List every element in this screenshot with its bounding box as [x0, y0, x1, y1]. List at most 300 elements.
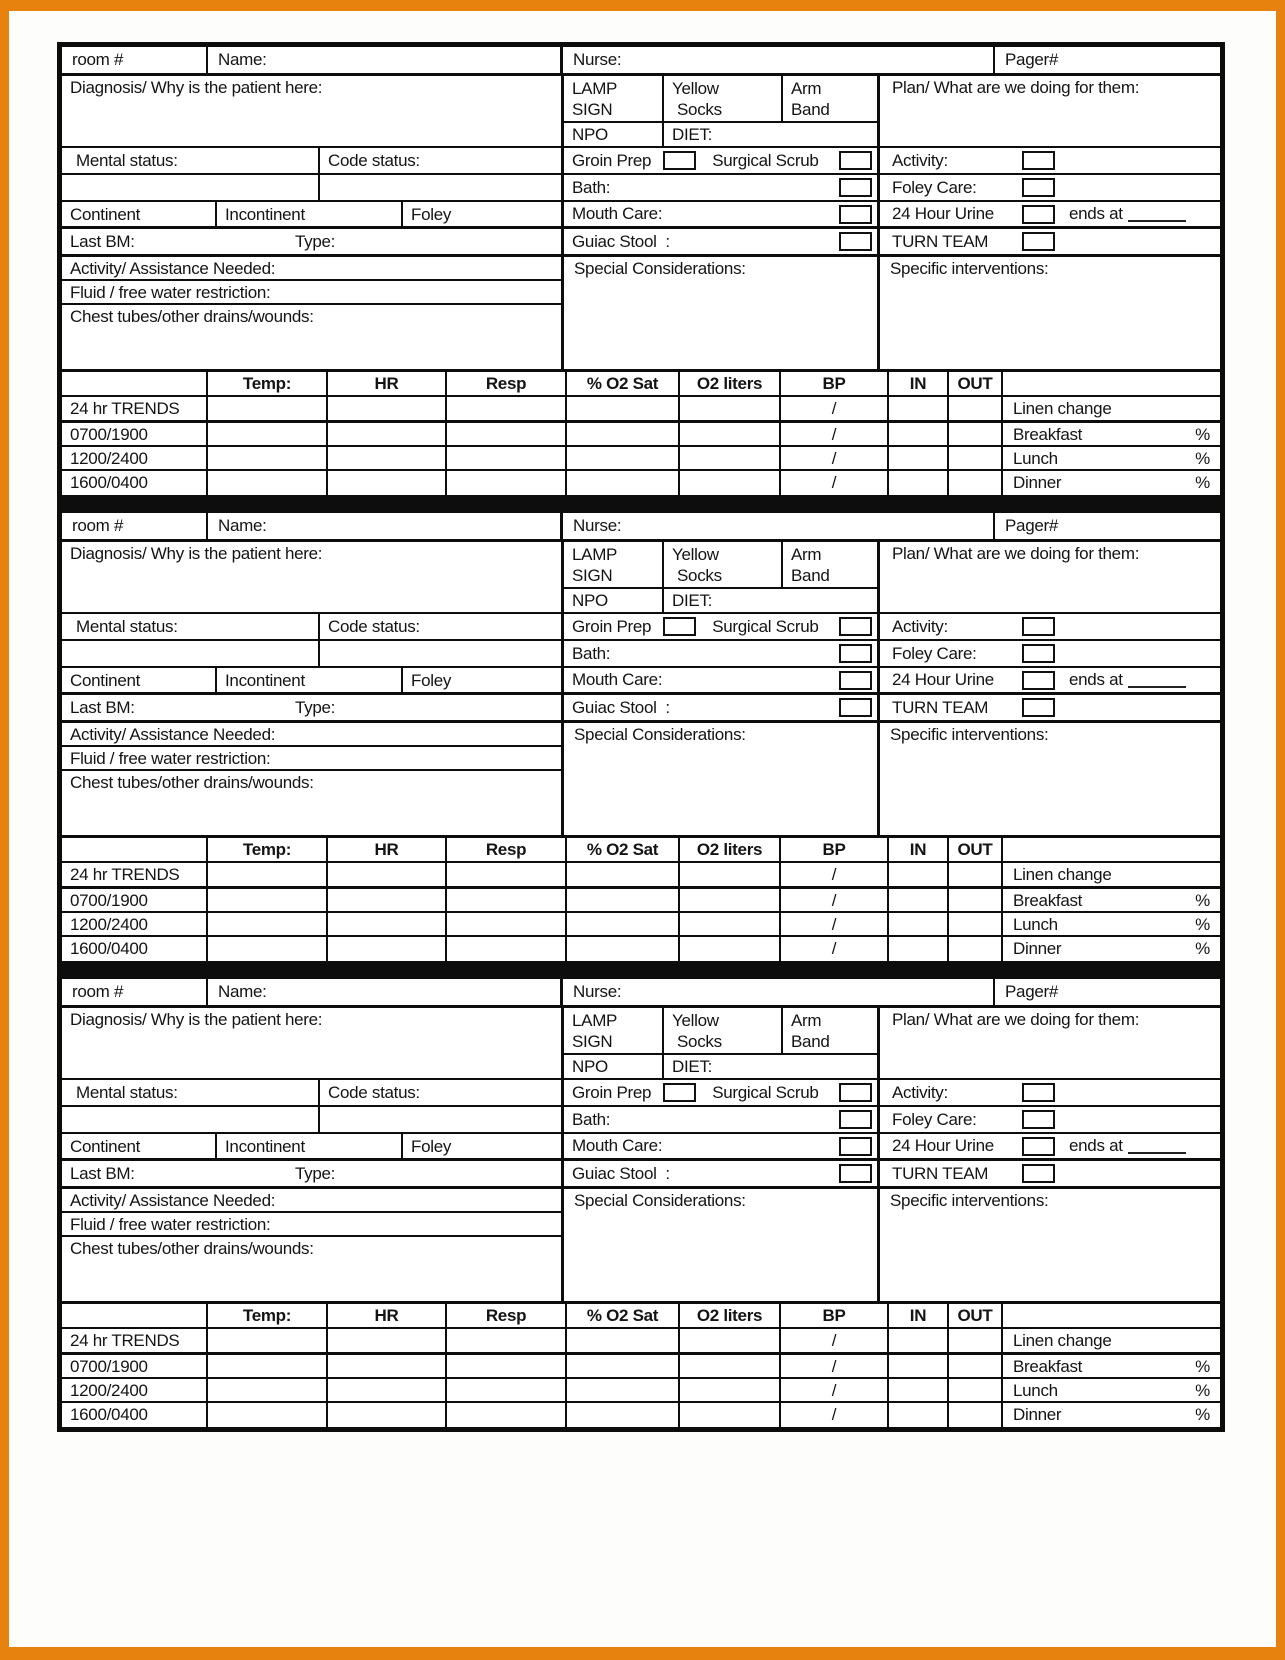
plan-cell: Plan/ What are we doing for them: [880, 76, 1220, 148]
pager-number-cell: Pager# [1005, 50, 1059, 69]
24-hour-urine-label: 24 Hour Urine [892, 204, 994, 223]
bp-header: BP [781, 372, 889, 395]
guiac-stool-row [564, 229, 877, 257]
code-status-label: Code status: [328, 1083, 420, 1102]
mouth-care-checkbox [839, 671, 872, 690]
vitals-header-row [62, 372, 1220, 397]
mental-status-write-in [62, 1107, 320, 1132]
vitals-header-blank [1003, 838, 1220, 861]
24-hour-urine-label: 24 Hour Urine [892, 1136, 994, 1155]
pager-number-cell: Pager# [1005, 516, 1059, 535]
bm-type-label: Type: [295, 232, 336, 251]
meal-label: Lunch [1013, 1381, 1058, 1400]
o2liters-header: O2 liters [680, 372, 781, 395]
meal-label: Lunch [1013, 449, 1058, 468]
mental-code-write-in-row [62, 175, 561, 202]
guiac-stool-label: Guiac Stool : [572, 1163, 670, 1183]
groin-prep-row [564, 148, 877, 175]
bath-checkbox [839, 1110, 872, 1129]
right-column [880, 76, 1220, 369]
linen-change-cell [1003, 397, 1220, 420]
bp-write-in: / [781, 937, 889, 961]
ends-at-label: ends at [1069, 670, 1123, 689]
resp-header: Resp [447, 1304, 567, 1327]
vitals-corner-cell [62, 838, 208, 861]
resp-write-in [447, 913, 567, 935]
surgical-scrub-label: Surgical Scrub [712, 150, 819, 170]
o2sat-write-in [567, 397, 680, 420]
vitals-corner-cell [62, 372, 208, 395]
patient-header-row [62, 47, 1220, 76]
out-write-in [949, 423, 1003, 445]
diagnosis-cell: Diagnosis/ Why is the patient here: [62, 76, 561, 148]
in-write-in [889, 423, 949, 445]
room-number-cell: room # [62, 47, 208, 73]
mouth-care-row [564, 202, 877, 229]
lunch-cell [1003, 447, 1220, 469]
hr-write-in [328, 1329, 447, 1352]
yellow-socks-cell [664, 1008, 783, 1053]
patient-header-row [62, 513, 1220, 542]
meal-label: Breakfast [1013, 425, 1083, 444]
hr-write-in [328, 423, 447, 445]
yellow-socks-cell [664, 542, 783, 587]
special-considerations-cell: Special Considerations: [574, 1191, 746, 1210]
hr-header: HR [328, 838, 447, 861]
turn-team-label: TURN TEAM [892, 231, 989, 251]
o2sat-write-in [567, 471, 680, 495]
activity-row [880, 614, 1220, 641]
turn-team-checkbox [1022, 1164, 1055, 1183]
bath-checkbox [839, 178, 872, 197]
temp-write-in [208, 447, 328, 469]
continent-label: Continent [62, 202, 217, 226]
o2sat-write-in [567, 937, 680, 961]
resp-write-in [447, 1403, 567, 1427]
specific-interventions-cell: Specific interventions: [890, 1191, 1049, 1210]
incontinent-label: Incontinent [217, 202, 403, 226]
arm-band-line2: Band [791, 100, 830, 119]
temp-write-in [208, 1403, 328, 1427]
foley-care-row [880, 1107, 1220, 1134]
precaution-row [564, 542, 877, 589]
bath-label: Bath: [572, 1109, 611, 1129]
npo-diet-row [564, 123, 877, 148]
o2sat-write-in [567, 447, 680, 469]
row-label: 1200/2400 [62, 447, 208, 469]
vitals-row-1600 [62, 471, 1220, 495]
bp-write-in: / [781, 471, 889, 495]
code-status-label: Code status: [328, 617, 420, 636]
activity-label: Activity: [892, 1082, 948, 1102]
out-header: OUT [949, 838, 1003, 861]
arm-band-cell [783, 1008, 877, 1053]
lamp-line1: LAMP [572, 545, 618, 564]
in-write-in [889, 1355, 949, 1377]
yellow-socks-line2: Socks [677, 1032, 722, 1051]
turn-team-row [880, 695, 1220, 723]
diagnosis-cell: Diagnosis/ Why is the patient here: [62, 1008, 561, 1080]
vitals-row-1200 [62, 1379, 1220, 1403]
out-write-in [949, 1329, 1003, 1352]
turn-team-label: TURN TEAM [892, 1163, 989, 1183]
in-write-in [889, 863, 949, 886]
o2sat-write-in [567, 423, 680, 445]
temp-write-in [208, 863, 328, 886]
bath-label: Bath: [572, 177, 611, 197]
foley-care-row [880, 641, 1220, 668]
lamp-sign-cell [564, 542, 664, 587]
o2sat-write-in [567, 863, 680, 886]
main-region [62, 542, 1220, 835]
percent-sign: % [1195, 939, 1210, 958]
guiac-stool-label: Guiac Stool : [572, 697, 670, 717]
mental-code-write-in-row [62, 1107, 561, 1134]
last-bm-label: Last BM: [70, 698, 135, 717]
percent-sign: % [1195, 891, 1210, 910]
o2liters-write-in [680, 447, 781, 469]
o2sat-header: % O2 Sat [567, 838, 680, 861]
vitals-header-blank [1003, 1304, 1220, 1327]
guiac-stool-label: Guiac Stool : [572, 231, 670, 251]
linen-change-cell [1003, 863, 1220, 886]
o2liters-write-in [680, 1355, 781, 1377]
o2liters-header: O2 liters [680, 1304, 781, 1327]
nurse-name-cell: Nurse: [563, 513, 995, 539]
continence-row [62, 202, 561, 229]
npo-label: NPO [564, 123, 664, 146]
last-bm-row [62, 695, 561, 723]
resp-write-in [447, 471, 567, 495]
percent-sign: % [1195, 915, 1210, 934]
npo-diet-row [564, 589, 877, 614]
code-status-write-in [320, 641, 561, 666]
hr-write-in [328, 913, 447, 935]
surgical-scrub-label: Surgical Scrub [712, 616, 819, 636]
o2sat-header: % O2 Sat [567, 1304, 680, 1327]
row-label: 1600/0400 [62, 1403, 208, 1427]
o2liters-header: O2 liters [680, 838, 781, 861]
row-label: 24 hr TRENDS [62, 1329, 208, 1352]
block-separator [57, 966, 1225, 974]
hr-write-in [328, 863, 447, 886]
arm-band-line2: Band [791, 566, 830, 585]
npo-diet-row [564, 1055, 877, 1080]
24-hour-urine-checkbox [1022, 205, 1055, 224]
continent-label: Continent [62, 668, 217, 692]
specific-interventions-cell: Specific interventions: [890, 725, 1049, 744]
continence-row [62, 668, 561, 695]
vitals-table [62, 835, 1220, 961]
foley-care-label: Foley Care: [892, 643, 977, 663]
out-write-in [949, 1379, 1003, 1401]
last-bm-row [62, 229, 561, 257]
middle-column [564, 542, 880, 835]
continent-label: Continent [62, 1134, 217, 1158]
special-considerations-cell: Special Considerations: [574, 259, 746, 278]
activity-row [880, 1080, 1220, 1107]
yellow-socks-line1: Yellow [672, 545, 719, 564]
hr-write-in [328, 397, 447, 420]
vitals-row-trends [62, 863, 1220, 889]
special-considerations-cell: Special Considerations: [574, 725, 746, 744]
lamp-line2: SIGN [572, 1032, 613, 1051]
ends-at-label: ends at [1069, 204, 1123, 223]
percent-sign: % [1195, 1381, 1210, 1400]
mouth-care-row [564, 668, 877, 695]
in-header: IN [889, 372, 949, 395]
bath-checkbox [839, 644, 872, 663]
surgical-scrub-checkbox [839, 617, 872, 636]
activity-label: Activity: [892, 150, 948, 170]
percent-sign: % [1195, 473, 1210, 492]
vitals-row-trends [62, 397, 1220, 423]
out-write-in [949, 937, 1003, 961]
o2liters-write-in [680, 1403, 781, 1427]
meal-label: Dinner [1013, 1405, 1062, 1424]
foley-care-checkbox [1022, 178, 1055, 197]
left-column [62, 76, 564, 369]
resp-write-in [447, 863, 567, 886]
precaution-row [564, 1008, 877, 1055]
row-label: 1200/2400 [62, 1379, 208, 1401]
arm-band-line2: Band [791, 1032, 830, 1051]
lamp-sign-cell [564, 76, 664, 121]
temp-header: Temp: [208, 372, 328, 395]
diet-label: DIET: [672, 591, 713, 610]
in-write-in [889, 471, 949, 495]
last-bm-row [62, 1161, 561, 1189]
resp-write-in [447, 1329, 567, 1352]
o2liters-write-in [680, 423, 781, 445]
o2liters-write-in [680, 863, 781, 886]
activity-checkbox [1022, 617, 1055, 636]
in-header: IN [889, 838, 949, 861]
groin-prep-checkbox [663, 151, 696, 170]
npo-label: NPO [564, 1055, 664, 1078]
temp-write-in [208, 471, 328, 495]
left-column [62, 542, 564, 835]
temp-write-in [208, 423, 328, 445]
yellow-socks-cell [664, 76, 783, 121]
out-header: OUT [949, 372, 1003, 395]
vitals-row-0700 [62, 889, 1220, 913]
in-write-in [889, 397, 949, 420]
vitals-header-row [62, 838, 1220, 863]
fluid-restriction-cell: Fluid / free water restriction: [62, 1213, 561, 1237]
resp-write-in [447, 1379, 567, 1401]
percent-sign: % [1195, 425, 1210, 444]
out-header: OUT [949, 1304, 1003, 1327]
vitals-table [62, 1301, 1220, 1427]
arm-band-cell [783, 76, 877, 121]
mouth-care-checkbox [839, 205, 872, 224]
resp-write-in [447, 397, 567, 420]
percent-sign: % [1195, 1357, 1210, 1376]
o2liters-write-in [680, 913, 781, 935]
hr-write-in [328, 1355, 447, 1377]
lamp-line1: LAMP [572, 1011, 618, 1030]
continence-row [62, 1134, 561, 1161]
bath-row [564, 1107, 877, 1134]
out-write-in [949, 889, 1003, 911]
24-hour-urine-checkbox [1022, 671, 1055, 690]
temp-write-in [208, 397, 328, 420]
foley-care-checkbox [1022, 644, 1055, 663]
out-write-in [949, 471, 1003, 495]
turn-team-label: TURN TEAM [892, 697, 989, 717]
foley-care-row [880, 175, 1220, 202]
guiac-stool-checkbox [839, 1164, 872, 1183]
temp-header: Temp: [208, 1304, 328, 1327]
vitals-row-trends [62, 1329, 1220, 1355]
o2liters-write-in [680, 937, 781, 961]
in-write-in [889, 913, 949, 935]
resp-write-in [447, 447, 567, 469]
yellow-socks-line1: Yellow [672, 79, 719, 98]
guiac-stool-checkbox [839, 232, 872, 251]
middle-column [564, 1008, 880, 1301]
dinner-cell [1003, 471, 1220, 495]
o2sat-write-in [567, 1379, 680, 1401]
vitals-table [62, 369, 1220, 495]
in-write-in [889, 937, 949, 961]
ends-at-blank-line [1128, 207, 1186, 222]
resp-write-in [447, 889, 567, 911]
surgical-scrub-label: Surgical Scrub [712, 1082, 819, 1102]
temp-header: Temp: [208, 838, 328, 861]
groin-prep-label: Groin Prep [572, 616, 652, 636]
mouth-care-label: Mouth Care: [572, 204, 663, 223]
vitals-row-1600 [62, 1403, 1220, 1427]
bp-write-in: / [781, 1379, 889, 1401]
plan-cell: Plan/ What are we doing for them: [880, 542, 1220, 614]
in-write-in [889, 1329, 949, 1352]
yellow-socks-line2: Socks [677, 100, 722, 119]
mouth-care-label: Mouth Care: [572, 1136, 663, 1155]
guiac-stool-row [564, 1161, 877, 1189]
mouth-care-row [564, 1134, 877, 1161]
precaution-row [564, 76, 877, 123]
surgical-scrub-checkbox [839, 1083, 872, 1102]
groin-prep-checkbox [663, 1083, 696, 1102]
foley-label: Foley [411, 671, 452, 690]
activity-label: Activity: [892, 616, 948, 636]
surgical-scrub-checkbox [839, 151, 872, 170]
specific-interventions-cell: Specific interventions: [890, 259, 1049, 278]
assistance-needed-cell: Activity/ Assistance Needed: [62, 1189, 561, 1213]
last-bm-label: Last BM: [70, 232, 135, 251]
middle-column [564, 76, 880, 369]
foley-care-checkbox [1022, 1110, 1055, 1129]
breakfast-cell [1003, 423, 1220, 445]
chest-tubes-cell: Chest tubes/other drains/wounds: [70, 773, 314, 792]
meal-label: Breakfast [1013, 891, 1083, 910]
report-form [57, 42, 1225, 1432]
mental-code-row [62, 1080, 561, 1107]
vitals-row-1600 [62, 937, 1220, 961]
o2sat-write-in [567, 913, 680, 935]
o2liters-write-in [680, 1329, 781, 1352]
fluid-restriction-cell: Fluid / free water restriction: [62, 281, 561, 305]
24-hour-urine-checkbox [1022, 1137, 1055, 1156]
percent-sign: % [1195, 449, 1210, 468]
fluid-restriction-cell: Fluid / free water restriction: [62, 747, 561, 771]
vitals-row-1200 [62, 447, 1220, 471]
row-label: 24 hr TRENDS [62, 863, 208, 886]
mental-status-label: Mental status: [62, 1080, 320, 1105]
urine-collection-row [880, 1134, 1220, 1161]
yellow-socks-line1: Yellow [672, 1011, 719, 1030]
turn-team-checkbox [1022, 232, 1055, 251]
in-header: IN [889, 1304, 949, 1327]
diet-label: DIET: [672, 1057, 713, 1076]
bp-write-in: / [781, 1403, 889, 1427]
arm-band-line1: Arm [791, 79, 822, 98]
o2sat-header: % O2 Sat [567, 372, 680, 395]
dinner-cell [1003, 937, 1220, 961]
mental-code-write-in-row [62, 641, 561, 668]
meal-label: Linen change [1013, 865, 1112, 884]
bm-type-label: Type: [295, 1164, 336, 1183]
mouth-care-checkbox [839, 1137, 872, 1156]
main-region [62, 76, 1220, 369]
foley-label: Foley [411, 205, 452, 224]
mental-status-label: Mental status: [62, 614, 320, 639]
foley-label: Foley [411, 1137, 452, 1156]
patient-name-cell: Name: [208, 979, 563, 1005]
resp-header: Resp [447, 838, 567, 861]
groin-prep-label: Groin Prep [572, 150, 652, 170]
out-write-in [949, 1355, 1003, 1377]
lamp-line1: LAMP [572, 79, 618, 98]
meal-label: Linen change [1013, 1331, 1112, 1350]
row-label: 0700/1900 [62, 1355, 208, 1377]
activity-checkbox [1022, 1083, 1055, 1102]
in-write-in [889, 889, 949, 911]
meal-label: Breakfast [1013, 1357, 1083, 1376]
o2liters-write-in [680, 889, 781, 911]
arm-band-line1: Arm [791, 545, 822, 564]
hr-write-in [328, 471, 447, 495]
o2sat-write-in [567, 889, 680, 911]
guiac-stool-row [564, 695, 877, 723]
resp-write-in [447, 937, 567, 961]
arm-band-line1: Arm [791, 1011, 822, 1030]
diet-label: DIET: [672, 125, 713, 144]
bp-write-in: / [781, 863, 889, 886]
temp-write-in [208, 1379, 328, 1401]
incontinent-label: Incontinent [217, 668, 403, 692]
bath-row [564, 641, 877, 668]
o2liters-write-in [680, 471, 781, 495]
in-write-in [889, 447, 949, 469]
bp-header: BP [781, 1304, 889, 1327]
row-label: 1600/0400 [62, 937, 208, 961]
row-label: 1600/0400 [62, 471, 208, 495]
out-write-in [949, 397, 1003, 420]
out-write-in [949, 913, 1003, 935]
bp-write-in: / [781, 913, 889, 935]
mental-code-row [62, 614, 561, 641]
arm-band-cell [783, 542, 877, 587]
mouth-care-label: Mouth Care: [572, 670, 663, 689]
bp-write-in: / [781, 1355, 889, 1377]
ends-at-label: ends at [1069, 1136, 1123, 1155]
dinner-cell [1003, 1403, 1220, 1427]
bp-header: BP [781, 838, 889, 861]
left-column [62, 1008, 564, 1301]
